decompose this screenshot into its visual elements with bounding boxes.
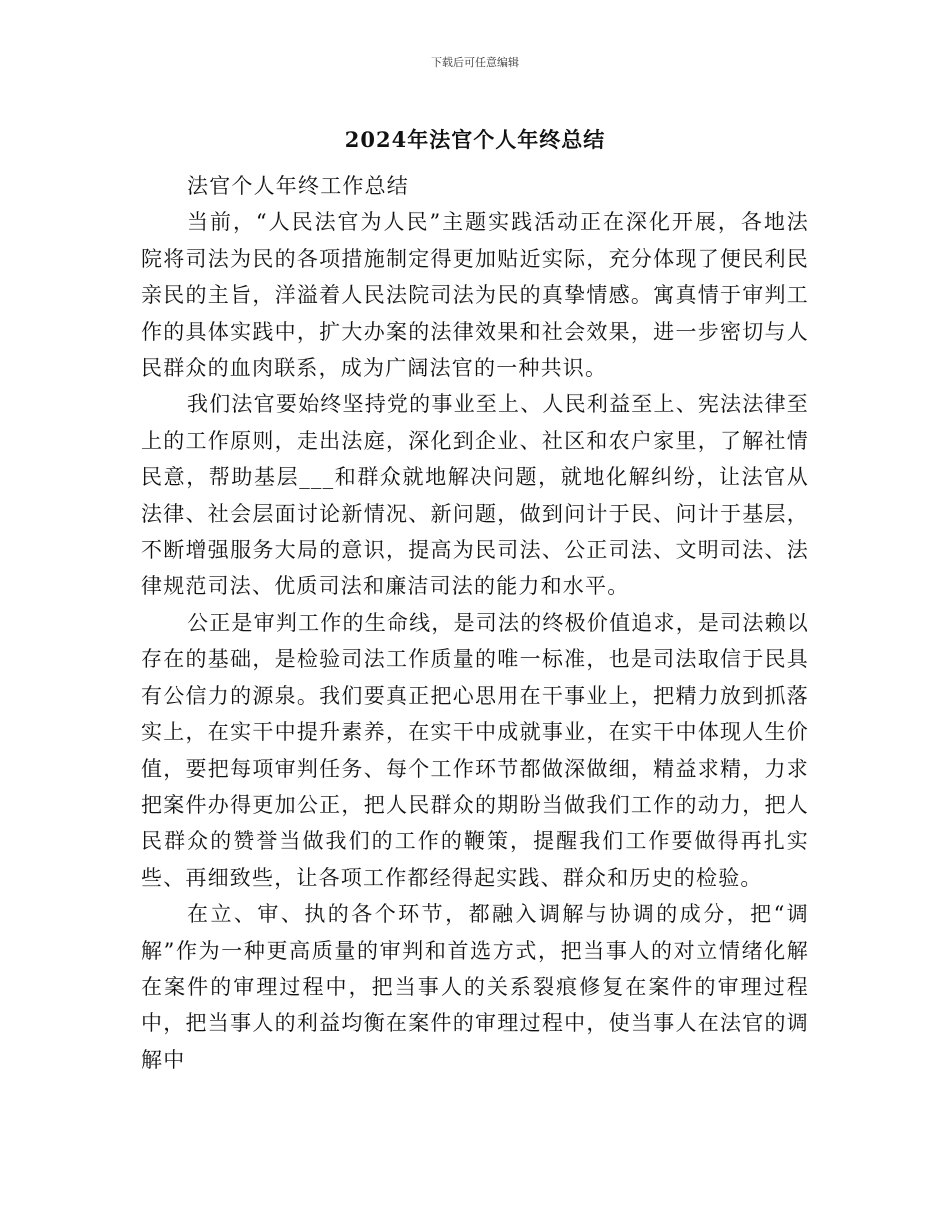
- document-body: [141, 168, 809, 1078]
- body-paragraph: 在立、审、执的各个环节，都融入调解与协调的成分，把“调解”作为一种更高质量的审判和首选方式，把当事人的对立情绪化解在案件的审理过程中，把当事人的关系裂痕修复在案件的审理过程中，把当事人的利益均衡在案件的审理过程中，使当事人在法官的调解中: [141, 902, 809, 1072]
- body-paragraph: 公正是审判工作的生命线，是司法的终极价值追求，是司法赖以存在的基础，是检验司法工作质量的唯一标准，也是司法取信于民具有公信力的源泉。我们要真正把心思用在干事业上，把精力放到抓落实上，在实干中提升素养，在实干中成就事业，在实干中体现人生价值，要把每项审判任务、每个工作环节都做深做细，精益求精，力求把案件办得更加公正，把人民群众的期盼当做我们工作的动力，把人民群众的赞誉当做我们的工作的鞭策，提醒我们工作要做得再扎实些、再细致些，让各项工作都经得起实践、群众和历史的检验。: [141, 610, 809, 890]
- subtitle-paragraph: 法官个人年终工作总结: [187, 174, 409, 198]
- header-note: 下载后可任意编辑: [431, 56, 519, 69]
- body-paragraph: 当前，“人民法官为人民”主题实践活动正在深化开展，各地法院将司法为民的各项措施制定得更加贴近实际，充分体现了便民利民亲民的主旨，洋溢着人民法院司法为民的真挚情感。寓真情于审判工作的具体实践中，扩大办案的法律效果和社会效果，进一步密切与人民群众的血肉联系，成为广阔法官的一种共识。: [141, 210, 809, 381]
- document-title: 2024年法官个人年终总结: [344, 127, 606, 152]
- body-paragraph: 我们法官要始终坚持党的事业至上、人民利益至上、宪法法律至上的工作原则，走出法庭，深化到企业、社区和农户家里，了解社情民意，帮助基层___和群众就地解决问题，就地化解纠纷，让法官从法律、社会层面讨论新情况、新问题，做到问计于民、问计于基层，不断增强服务大局的意识，提高为民司法、公正司法、文明司法、法律规范司法、优质司法和廉洁司法的能力和水平。: [141, 392, 809, 599]
